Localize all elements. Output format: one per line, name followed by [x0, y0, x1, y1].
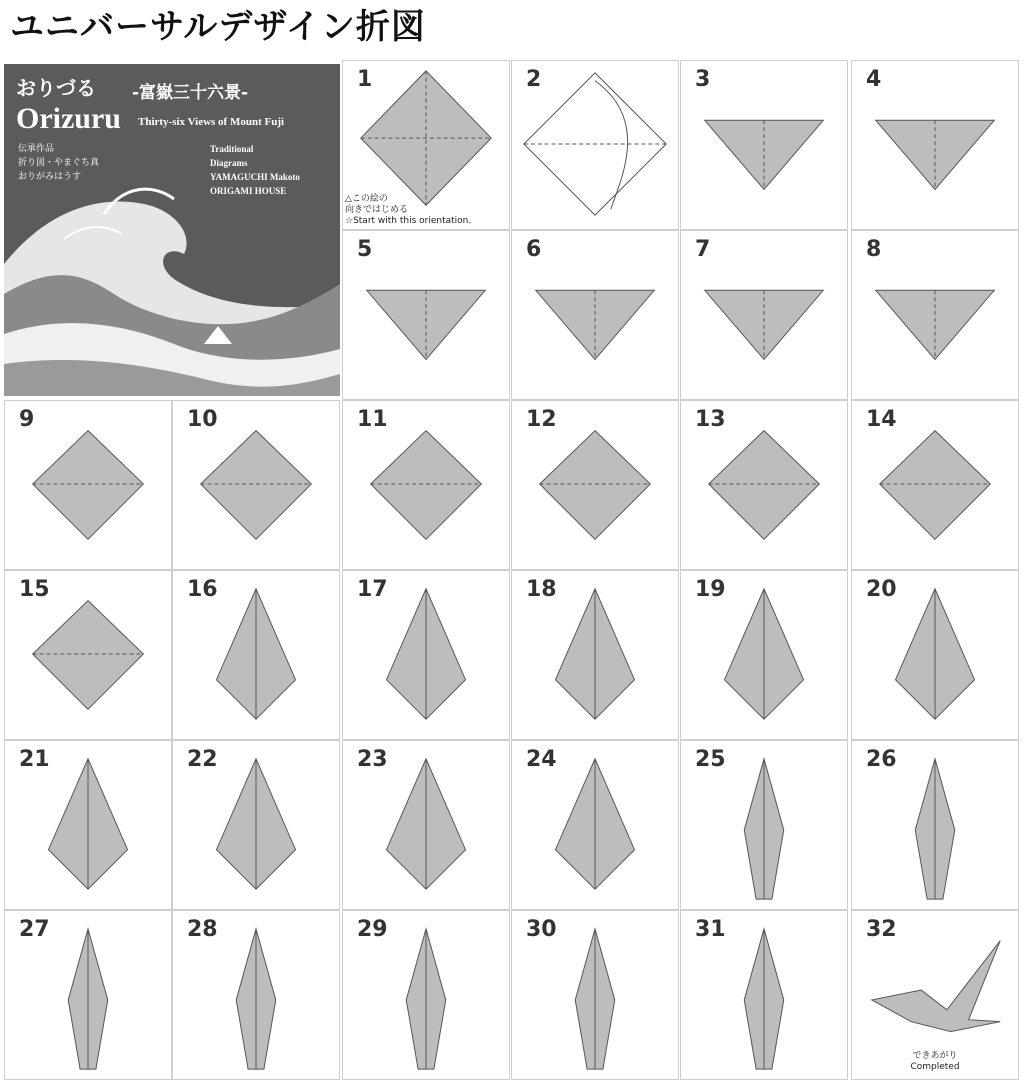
- step-number: 4: [866, 67, 882, 92]
- step-panel-26: [851, 740, 1019, 910]
- step-number: 7: [695, 237, 711, 262]
- cover-art: [4, 64, 340, 396]
- step-number: 1: [357, 67, 373, 92]
- step-panel-30: [511, 910, 679, 1080]
- cover-title-jp: おりづる: [16, 76, 96, 100]
- step-panel-13: [680, 400, 848, 570]
- completed-line: できあがり: [912, 1051, 958, 1061]
- step-number: 31: [695, 917, 726, 942]
- step-number: 26: [866, 747, 897, 772]
- step-panel-21: [4, 740, 172, 910]
- cover-credits-en: [210, 142, 300, 198]
- credit-line: Traditional: [210, 144, 254, 154]
- step-number: 10: [187, 407, 218, 432]
- step-panel-31: [680, 910, 848, 1080]
- step-panel-2: [511, 60, 679, 230]
- step-panel-12: [511, 400, 679, 570]
- step-number: 20: [866, 577, 897, 602]
- step-panel-4: [851, 60, 1019, 230]
- step-panel-29: [342, 910, 510, 1080]
- completed-label: [852, 1051, 1018, 1073]
- step-number: 13: [695, 407, 726, 432]
- step-number: 18: [526, 577, 557, 602]
- step-number: 25: [695, 747, 726, 772]
- step-panel-1: [342, 60, 510, 230]
- cover-subtitle-en: Thirty-six Views of Mount Fuji: [138, 116, 285, 128]
- credit-line: ORIGAMI HOUSE: [210, 186, 287, 196]
- step-panel-10: [172, 400, 340, 570]
- completed-line: Completed: [910, 1062, 960, 1072]
- step-number: 8: [866, 237, 882, 262]
- step-panel-15: [4, 570, 172, 740]
- step-number: 2: [526, 67, 542, 92]
- step-panel-22: [172, 740, 340, 910]
- step-number: 23: [357, 747, 388, 772]
- step-number: 6: [526, 237, 542, 262]
- step-panel-14: [851, 400, 1019, 570]
- page-title: ユニバーサルデザイン折図: [10, 7, 426, 47]
- step-panel-9: [4, 400, 172, 570]
- cover-subtitle-jp: -富嶽三十六景-: [132, 83, 249, 103]
- step-number: 30: [526, 917, 557, 942]
- step-number: 12: [526, 407, 557, 432]
- step-panel-27: [4, 910, 172, 1080]
- step-panel-6: [511, 230, 679, 400]
- credit-line: YAMAGUCHI Makoto: [210, 172, 300, 182]
- step-panel-16: [172, 570, 340, 740]
- step-panel-20: [851, 570, 1019, 740]
- step-number: 19: [695, 577, 726, 602]
- step-number: 29: [357, 917, 388, 942]
- note-line: ☆Start with this orientation.: [345, 216, 472, 226]
- credit-line: 伝承作品: [18, 144, 55, 154]
- step-number: 22: [187, 747, 218, 772]
- note-line: 向きではじめる: [345, 205, 409, 215]
- step-panel-8: [851, 230, 1019, 400]
- step-number: 5: [357, 237, 373, 262]
- step-panel-25: [680, 740, 848, 910]
- step-panel-7: [680, 230, 848, 400]
- credit-line: Diagrams: [210, 158, 248, 168]
- credit-line: おりがみはうす: [18, 172, 82, 182]
- step-number: 15: [19, 577, 50, 602]
- step-number: 17: [357, 577, 388, 602]
- note-line: △この絵の: [345, 194, 388, 204]
- step-number: 21: [19, 747, 50, 772]
- diagram-grid: [0, 60, 1024, 1080]
- step-number: 32: [866, 917, 897, 942]
- step-panel-11: [342, 400, 510, 570]
- credit-line: 折り図・やまぐち真: [18, 158, 100, 168]
- step-panel-18: [511, 570, 679, 740]
- step-number: 11: [357, 407, 388, 432]
- step-panel-23: [342, 740, 510, 910]
- step-panel-19: [680, 570, 848, 740]
- step-number: 3: [695, 67, 711, 92]
- cover-credits-jp: [18, 142, 99, 184]
- step-panel-5: [342, 230, 510, 400]
- step-panel-28: [172, 910, 340, 1080]
- step-number: 24: [526, 747, 557, 772]
- step-number: 16: [187, 577, 218, 602]
- step-panel-3: [680, 60, 848, 230]
- step-number: 14: [866, 407, 897, 432]
- step-number: 27: [19, 917, 50, 942]
- step-panel-24: [511, 740, 679, 910]
- step-number: 9: [19, 407, 35, 432]
- step-panel-32: [851, 910, 1019, 1080]
- orientation-note: [345, 194, 471, 227]
- cover-title-en: Orizuru: [16, 102, 121, 135]
- step-panel-17: [342, 570, 510, 740]
- step-number: 28: [187, 917, 218, 942]
